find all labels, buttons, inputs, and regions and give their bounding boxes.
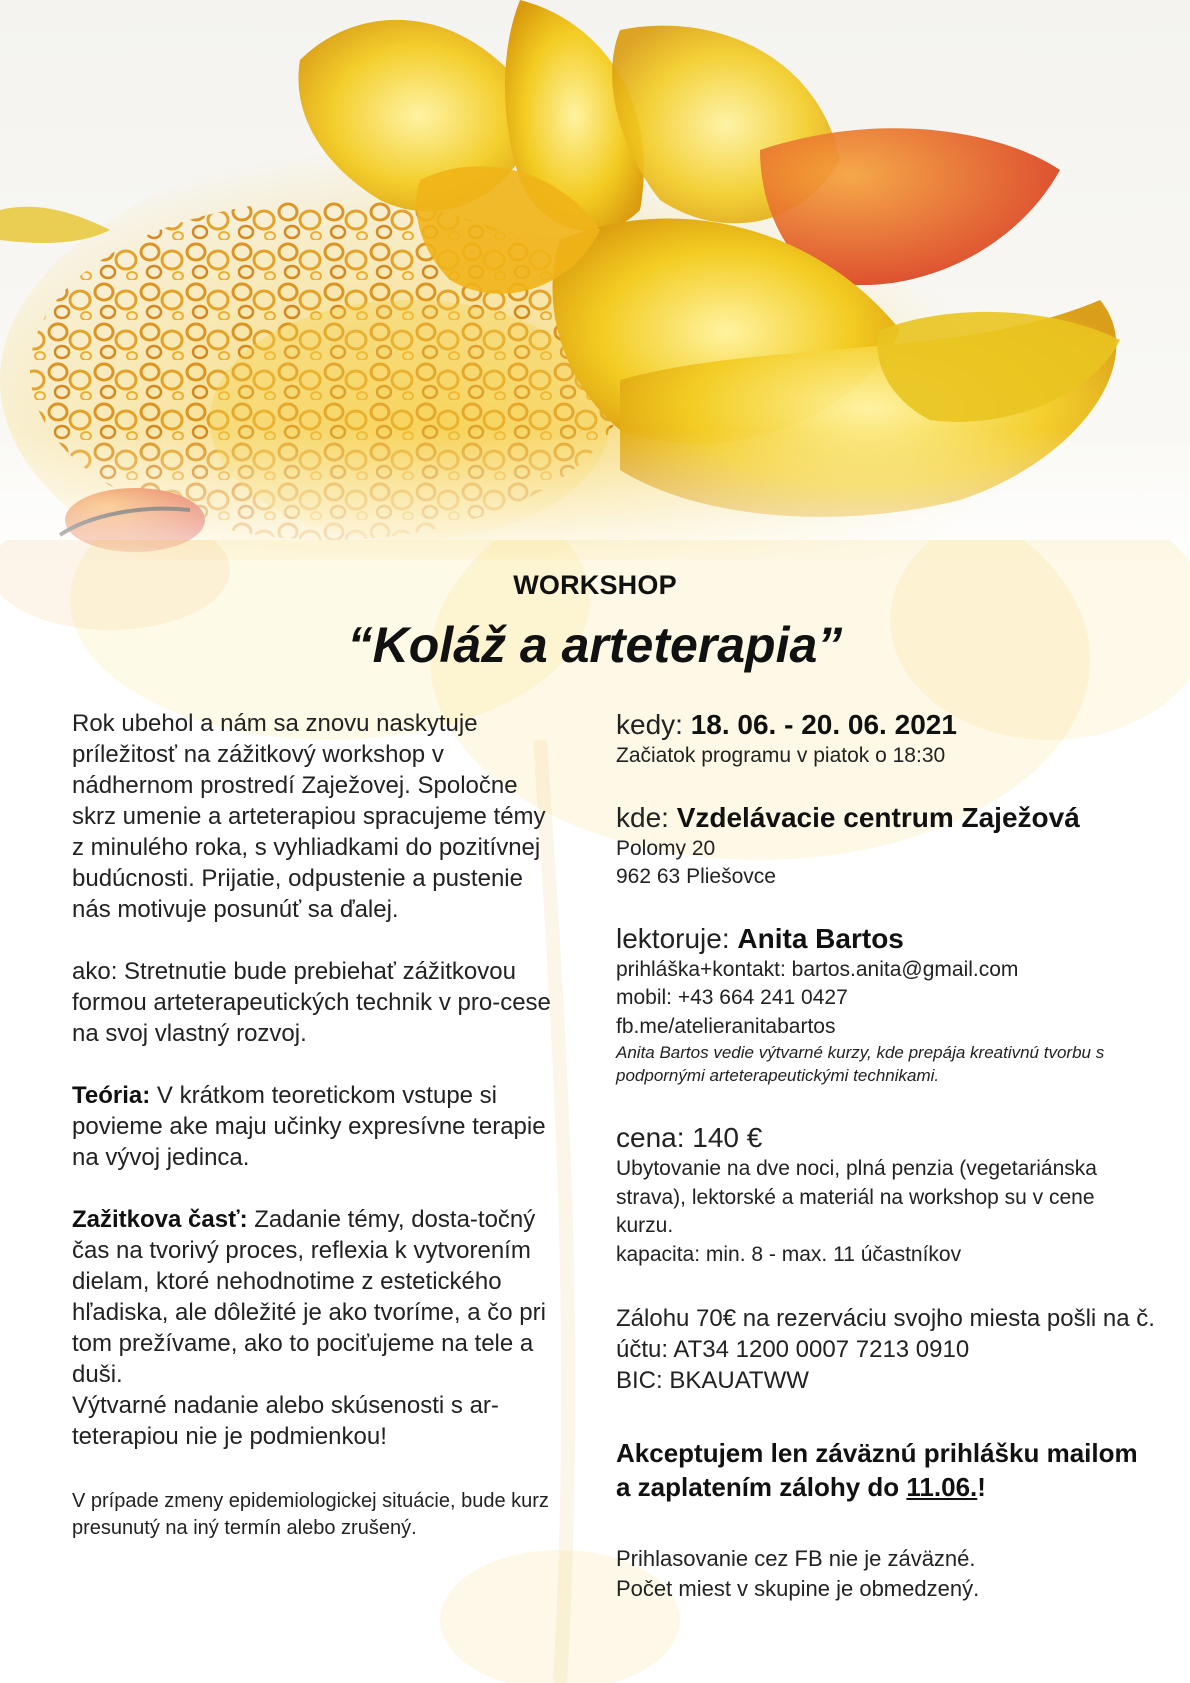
price-heading (616, 1121, 1156, 1155)
capacity-note: Počet miest v skupine je obmedzený. (616, 1576, 980, 1601)
price-label: cena: (616, 1122, 693, 1153)
date-value: 18. 06. - 20. 06. 2021 (690, 709, 957, 740)
lecturer-name: Anita Bartos (737, 922, 904, 954)
page-title: “Koláž a arteterapia” (347, 617, 843, 673)
capacity: kapacita: min. 8 - max. 11 účastníkov (616, 1242, 962, 1266)
booking-end: ! (977, 1472, 986, 1502)
details-column (616, 708, 1156, 1604)
deposit-info: Zálohu 70€ na rezerváciu svojho miesta pošli na č. účtu: AT34 1200 0007 7213 0910 (616, 1305, 1155, 1363)
theory-paragraph (72, 1080, 552, 1173)
booking-text: Akceptujem len záväznú prihlášku mailom a zaplatením zálohy do (616, 1438, 1138, 1502)
date-heading (616, 708, 1156, 742)
contact-mobile: mobil: +43 664 241 0427 (616, 986, 848, 1009)
price-description: Ubytovanie na dve noci, plná penzia (vegetariánska strava), lektorské a materiál na workshop su v cene kurzu. (616, 1157, 1097, 1237)
venue-heading (616, 801, 1156, 835)
requirement-note: Výtvarné nadanie alebo skúsenosti s ar-teterapiou nie je podmienkou! (72, 1392, 499, 1450)
address-line-2: 962 63 Pliešovce (616, 865, 776, 888)
contact-email: prihláška+kontakt: bartos.anita@gmail.com (616, 957, 1019, 981)
bic-code: BIC: BKAUATWW (616, 1367, 809, 1394)
venue-label: kde: (616, 801, 677, 833)
fb-note: Prihlasovanie cez FB nie je záväzné. (616, 1546, 976, 1571)
price-value: 140 € (692, 1122, 763, 1153)
method-paragraph: ako: Stretnutie bude prebiehať zážitkovou formou arteterapeutických technik v pro-cese na svoj vlastný rozvoj. (72, 958, 551, 1047)
intro-paragraph: Rok ubehol a nám sa znovu naskytuje príležitosť na zážitkový workshop v nádhernom prostredí Zaježovej. Spoločne skrz umenie a arteterapiou spracujeme témy z minulého roka, s vyhliadkami do pozitívnej budúcnosti. Prijatie, odpustenie a pustenie nás motivuje posunúť sa ďalej. (72, 710, 546, 923)
venue-value: Vzdelávacie centrum Zaježová (676, 801, 1080, 833)
experience-text: Zadanie témy, dosta-točný čas na tvorivý proces, reflexia k vytvorením dielam, ktoré nehodnotime z estetického hľadiska, ale dôležité je ako tvoríme, a čo pri tom prežívame, ako to pociťujeme na tele a duši. (72, 1206, 546, 1388)
theory-text: V krátkom teoretickom vstupe si povieme ake maju učinky expresívne terapie na vývoj jedinca. (72, 1082, 546, 1171)
lecturer-label: lektoruje: (616, 922, 738, 954)
theory-label: Teória: (72, 1082, 151, 1109)
lecturer-bio: Anita Bartos vedie výtvarné kurzy, kde prepája kreativnú tvorbu s podpornými arteterapeutickými technikami. (616, 1043, 1105, 1085)
booking-notice (616, 1436, 1156, 1504)
start-time: Začiatok programu v piatok o 18:30 (616, 744, 946, 767)
date-label: kedy: (616, 709, 691, 740)
experience-paragraph (72, 1204, 552, 1390)
lecturer-heading (616, 922, 1156, 956)
description-column (72, 708, 552, 1542)
workshop-label: WORKSHOP (513, 570, 677, 600)
booking-deadline: 11.06. (906, 1472, 978, 1502)
covid-note: V prípade zmeny epidemiologickej situácie, bude kurz presunutý na iný termín alebo zrušený. (72, 1490, 549, 1539)
experience-label: Zažitkova časť: (72, 1206, 248, 1233)
facebook-link: fb.me/atelieranitabartos (616, 1014, 836, 1038)
address-line-1: Polomy 20 (616, 836, 716, 860)
